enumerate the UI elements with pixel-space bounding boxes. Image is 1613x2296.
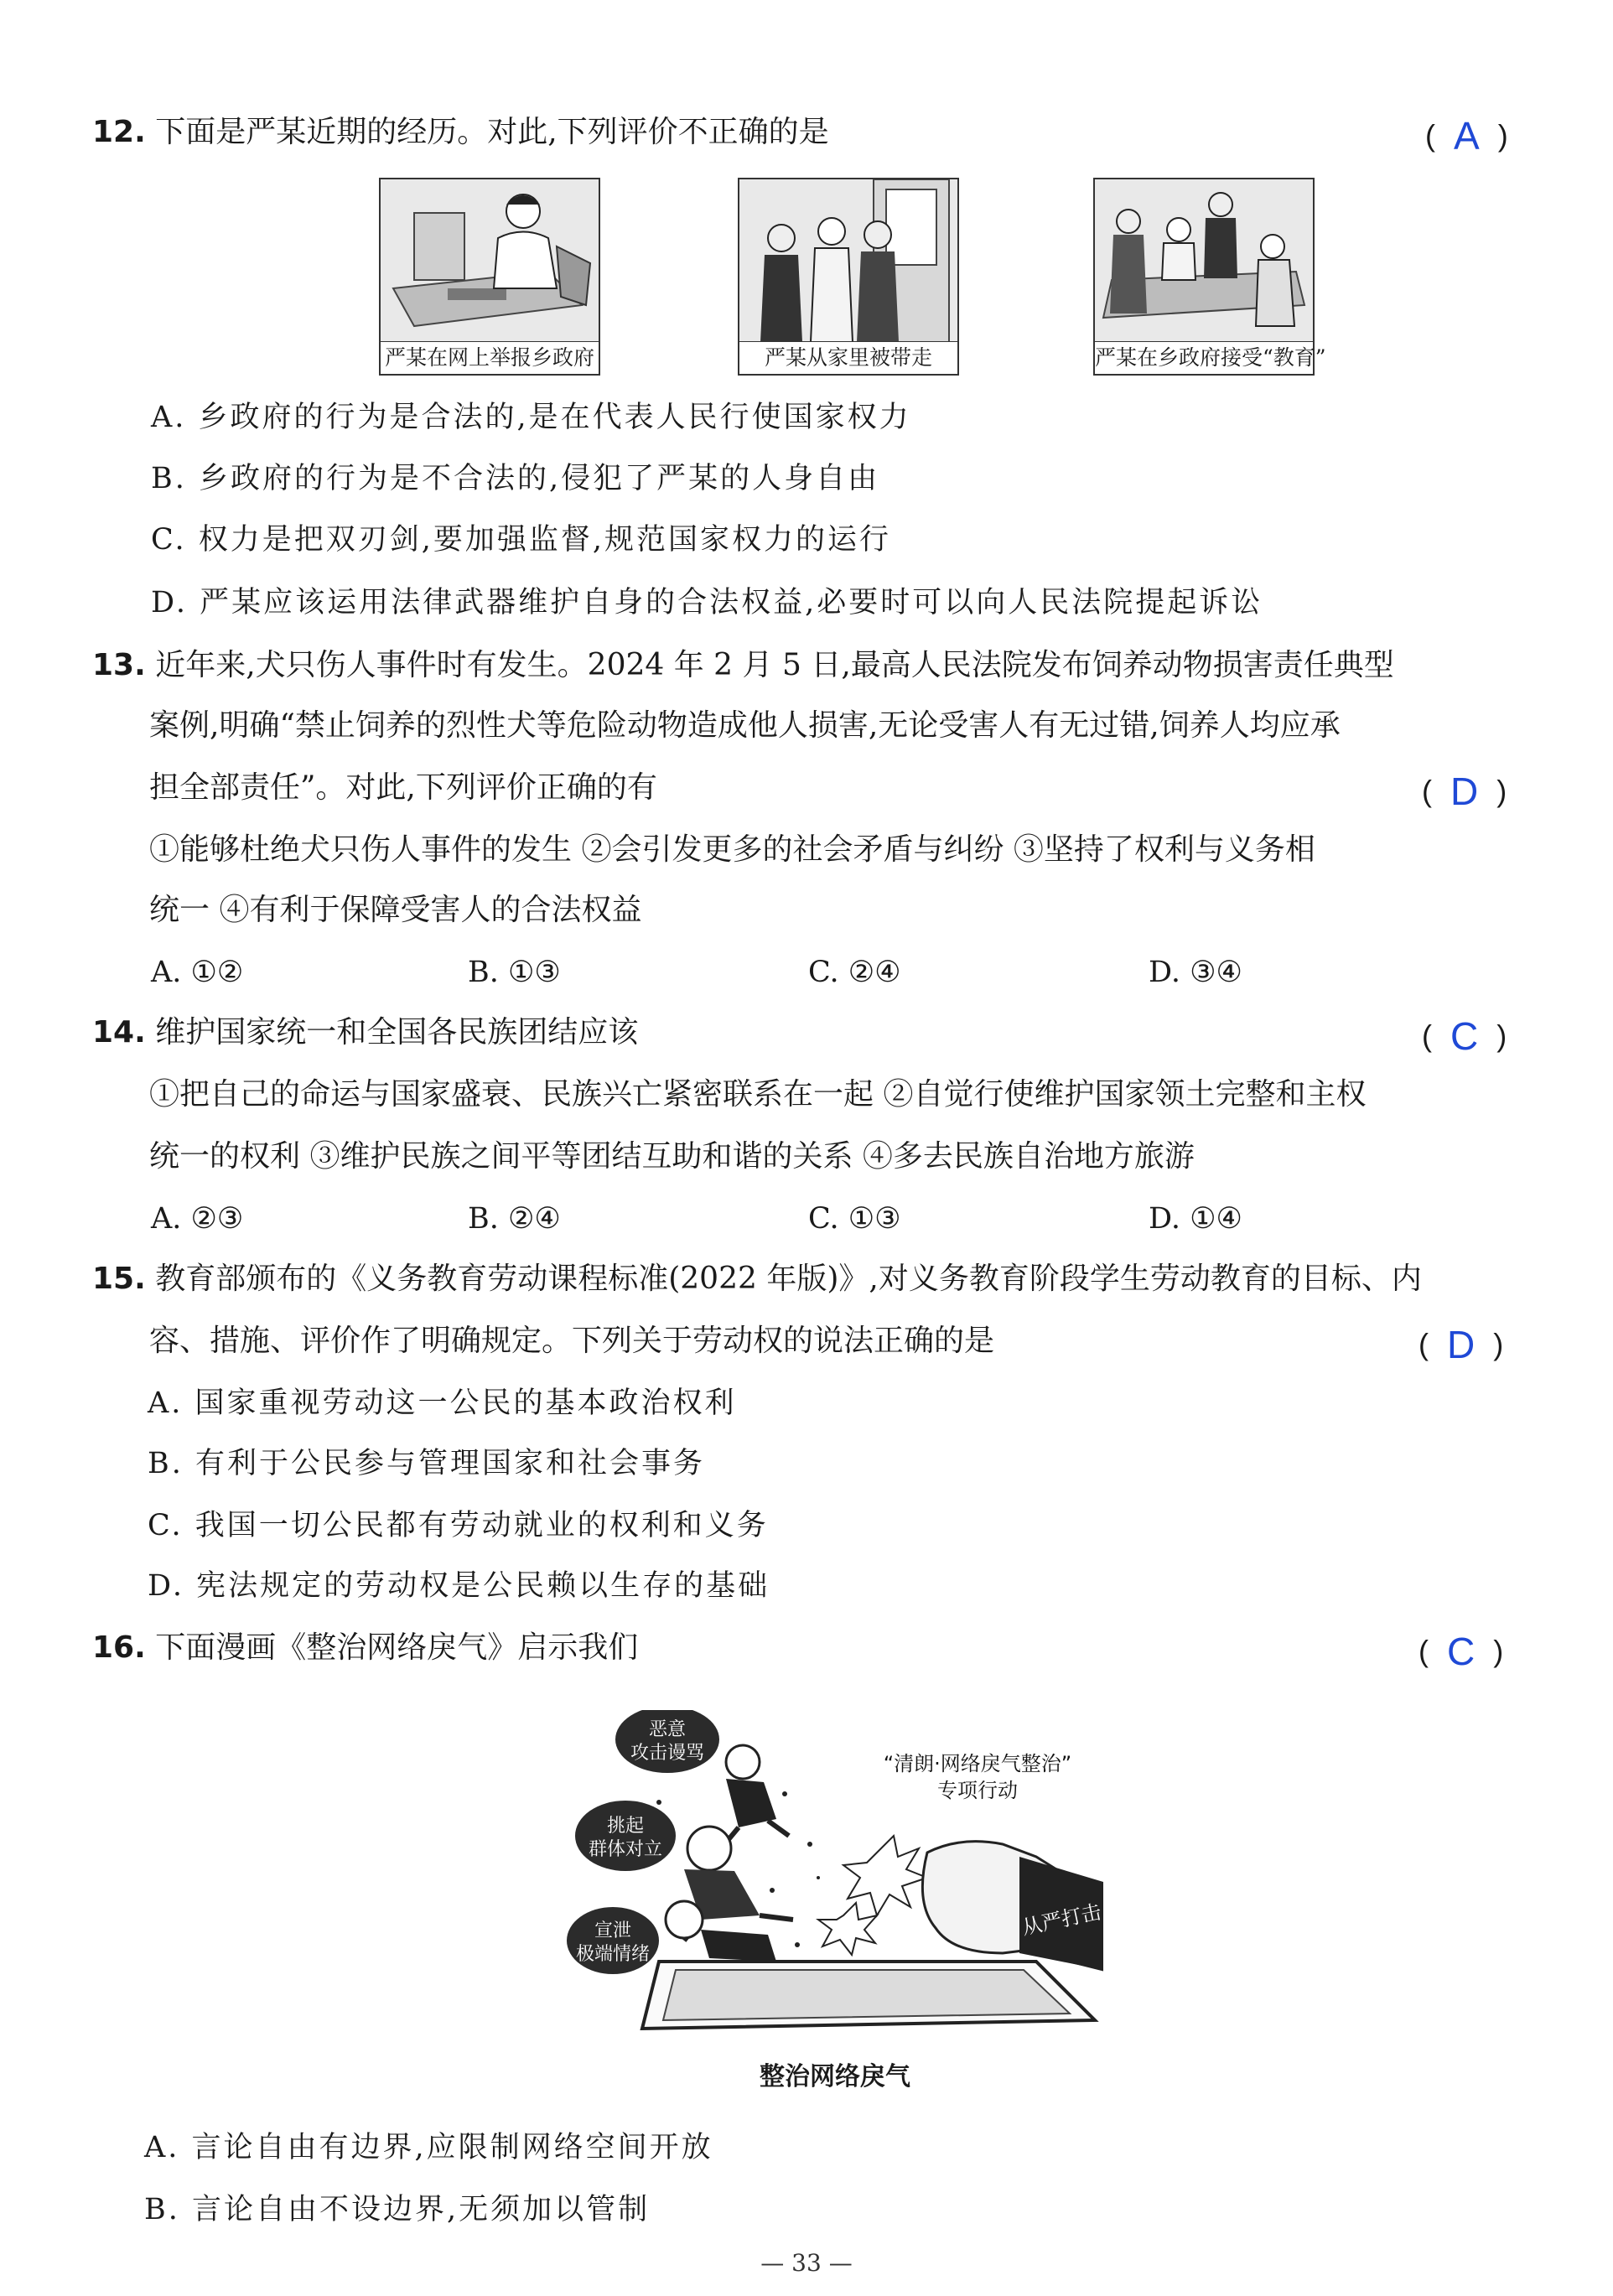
paren-close: ) [1496, 1018, 1507, 1053]
comic-bubble-3-line-1: 宣泄 [594, 1920, 632, 1941]
q15-answer-box [1419, 1323, 1504, 1366]
q12-panel-taken-from-home [738, 178, 959, 376]
q16-answer: C [1447, 1630, 1476, 1673]
q12-option-c: C. 权力是把双刃剑,要加强监督,规范国家权力的运行 [151, 523, 892, 557]
q15-option-b: B. 有利于公民参与管理国家和社会事务 [148, 1447, 705, 1480]
q16-comic [567, 1710, 1103, 2045]
paren-open: ( [1425, 118, 1435, 153]
paren-close: ) [1496, 774, 1507, 808]
q12-panel-report-online [379, 178, 600, 376]
paren-open: ( [1422, 1018, 1432, 1053]
q16-number: 16. [92, 1630, 146, 1665]
paren-close: ) [1493, 1327, 1504, 1361]
q13-answer-box [1422, 770, 1507, 813]
q14-option-c: C. ①③ [808, 1202, 901, 1236]
page-number: — 33 — [760, 2249, 853, 2277]
q13-option-d: D. ③④ [1149, 956, 1242, 989]
q14-stem: 维护国家统一和全国各民族团结应该 [155, 1015, 639, 1050]
q16-answer-box [1419, 1630, 1504, 1673]
q15-stem-1: 教育部颁布的《义务教育劳动课程标准(2022 年版)》,对义务教育阶段学生劳动教育的目标、内 [155, 1262, 1422, 1296]
comic-bubble-1-line-1: 恶意 [648, 1719, 687, 1740]
comic-bubble-2-line-1: 挑起 [606, 1816, 645, 1837]
comic-campaign-line-1: “清朗·网络戾气整治” [883, 1752, 1072, 1775]
q14-stem-line [92, 1014, 638, 1051]
q12-answer: A [1454, 114, 1480, 158]
q12-caption-3: 严某在乡政府接受“教育” [1095, 341, 1313, 374]
person-at-computer-illustration [381, 179, 599, 342]
q13-stem-line-1 [92, 647, 1394, 684]
comic-bubble-3-line-2: 极端情绪 [575, 1944, 651, 1965]
comic-bubble-2-line-2: 群体对立 [588, 1839, 663, 1860]
paren-close: ) [1493, 1634, 1504, 1668]
men-escorting-person-illustration [739, 179, 957, 342]
q12-stem-line [92, 114, 829, 151]
q16-comic-title: 整治网络戾气 [760, 2062, 910, 2091]
q15-option-d: D. 宪法规定的劳动权是公民赖以生存的基础 [148, 1569, 770, 1603]
q12-panel-education-at-government [1093, 178, 1326, 376]
q14-statements-1: ①把自己的命运与国家盛衰、民族兴亡紧密联系在一起 ②自觉行使维护国家领土完整和主权 [149, 1077, 1367, 1112]
q15-answer: D [1447, 1323, 1476, 1366]
comic-fist-label: 从严打击 [1019, 1900, 1103, 1940]
q13-stem-3: 担全部责任”。对此,下列评价正确的有 [149, 770, 657, 805]
q13-option-b: B. ①③ [468, 956, 561, 989]
q15-stem-2: 容、措施、评价作了明确规定。下列关于劳动权的说法正确的是 [149, 1324, 995, 1358]
q16-option-b: B. 言论自由不设边界,无须加以管制 [144, 2193, 651, 2226]
q14-option-d: D. ①④ [1149, 1202, 1242, 1236]
q16-stem: 下面漫画《整治网络戾气》启示我们 [155, 1630, 639, 1665]
paren-open: ( [1422, 774, 1432, 808]
q12-answer-box [1425, 114, 1508, 158]
q15-option-a: A. 国家重视劳动这一公民的基本政治权利 [148, 1386, 737, 1420]
q13-stem-2: 案例,明确“禁止饲养的烈性犬等危险动物造成他人损害,无论受害人有无过错,饲养人均应承 [149, 708, 1341, 743]
q14-answer-box [1422, 1014, 1507, 1058]
q14-option-a: A. ②③ [151, 1202, 244, 1236]
comic-illustration [567, 1710, 1103, 2045]
q12-number: 12. [92, 115, 146, 149]
q14-option-b: B. ②④ [468, 1202, 561, 1236]
q12-option-d: D. 严某应该运用法律武器维护自身的合法权益,必要时可以向人民法院提起诉讼 [151, 586, 1263, 619]
q13-stem-1: 近年来,犬只伤人事件时有发生。2024 年 2 月 5 日,最高人民法院发布饲养动物损害责任典型 [155, 648, 1394, 682]
q15-number: 15. [92, 1262, 146, 1296]
paren-close: ) [1497, 118, 1508, 153]
paren-open: ( [1419, 1634, 1429, 1668]
q13-statements-2: 统一 ④有利于保障受害人的合法权益 [149, 893, 642, 927]
comic-bubble-1-line-2: 攻击谩骂 [630, 1743, 705, 1764]
q14-answer: C [1450, 1014, 1479, 1058]
q12-caption-2: 严某从家里被带走 [739, 341, 957, 374]
q16-stem-line [92, 1630, 638, 1666]
q14-number: 14. [92, 1015, 146, 1050]
q13-option-c: C. ②④ [808, 956, 901, 989]
q12-stem: 下面是严某近期的经历。对此,下列评价不正确的是 [155, 115, 829, 149]
q12-option-a: A. 乡政府的行为是合法的,是在代表人民行使国家权力 [151, 401, 911, 434]
q13-number: 13. [92, 648, 146, 682]
q16-option-a: A. 言论自由有边界,应限制网络空间开放 [144, 2131, 713, 2164]
q13-statements-1: ①能够杜绝犬只伤人事件的发生 ②会引发更多的社会矛盾与纠纷 ③坚持了权利与义务相 [149, 832, 1315, 867]
q15-stem-line-1 [92, 1261, 1422, 1298]
office-scene-illustration [1095, 179, 1313, 342]
paren-open: ( [1419, 1327, 1429, 1361]
q12-caption-1: 严某在网上举报乡政府 [381, 341, 599, 374]
comic-campaign-line-2: 专项行动 [937, 1779, 1018, 1802]
q12-option-b: B. 乡政府的行为是不合法的,侵犯了严某的人身自由 [151, 462, 880, 495]
q15-option-c: C. 我国一切公民都有劳动就业的权利和义务 [148, 1509, 769, 1542]
q13-answer: D [1450, 770, 1479, 813]
q14-statements-2: 统一的权利 ③维护民族之间平等团结互助和谐的关系 ④多去民族自治地方旅游 [149, 1139, 1195, 1174]
q13-option-a: A. ①② [151, 956, 244, 989]
